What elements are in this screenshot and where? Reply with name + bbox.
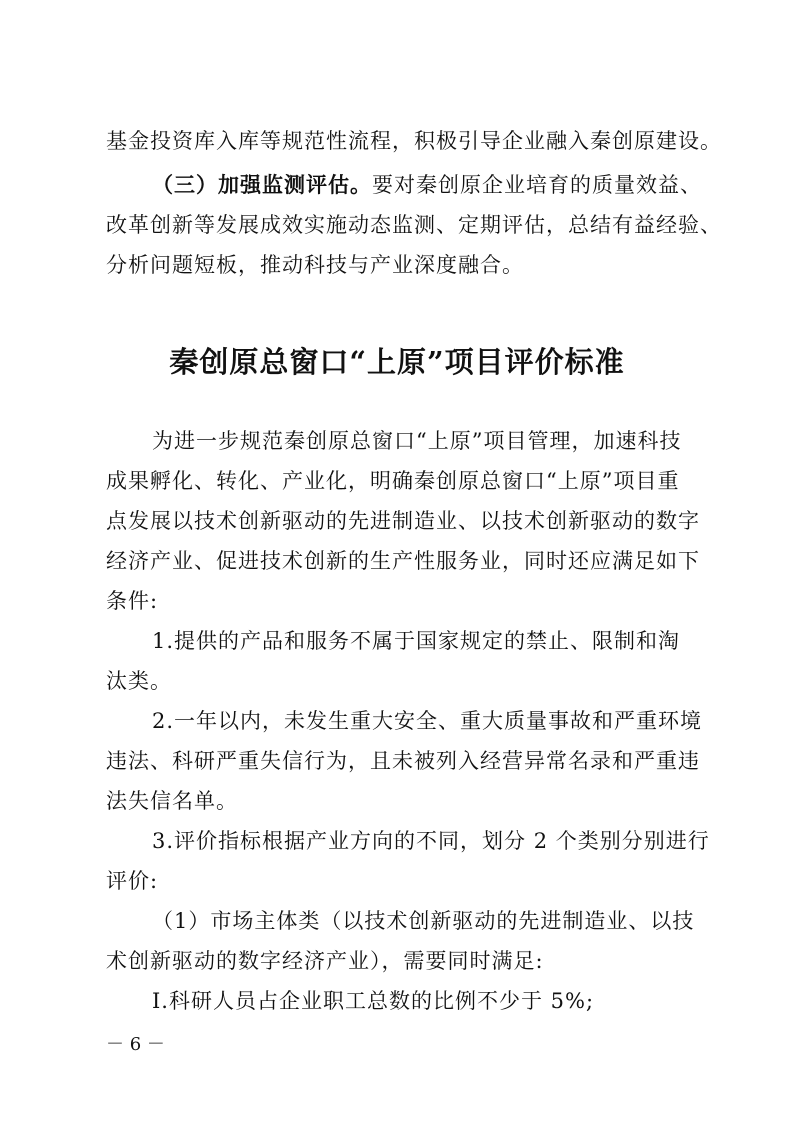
paragraph-line: 经济产业、促进技术创新的生产性服务业，同时还应满足如下 <box>106 549 700 573</box>
document-title: 秦创原总窗口“上原”项目评价标准 <box>169 345 625 379</box>
condition-item-1: 1.提供的产品和服务不属于国家规定的禁止、限制和淘 <box>152 629 681 653</box>
paragraph-line: 违法、科研严重失信行为，且未被列入经营异常名录和严重违 <box>106 749 700 773</box>
condition-item-2: 2.一年以内，未发生重大安全、重大质量事故和严重环境 <box>152 709 703 733</box>
paragraph-line: 改革创新等发展成效实施动态监测、定期评估，总结有益经验、 <box>106 213 722 237</box>
paragraph-text: 要对秦创原企业培育的质量效益、 <box>372 173 702 197</box>
paragraph-line: 术创新驱动的数字经济产业），需要同时满足: <box>106 949 544 973</box>
sub-item-1: （1）市场主体类（以技术创新驱动的先进制造业、以技 <box>152 909 695 933</box>
paragraph-line: 分析问题短板，推动科技与产业深度融合。 <box>106 253 524 277</box>
paragraph-line: 点发展以技术创新驱动的先进制造业、以技术创新驱动的数字 <box>106 509 700 533</box>
paragraph-line: 成果孵化、转化、产业化，明确秦创原总窗口“上原”项目重 <box>106 469 680 493</box>
criterion-item-1: I.科研人员占企业职工总数的比例不少于 5%; <box>152 989 595 1013</box>
condition-item-3: 3.评价指标根据产业方向的不同，划分 2 个类别分别进行 <box>152 829 710 853</box>
section-heading: （三）加强监测评估。 <box>152 172 372 197</box>
paragraph-line: 条件: <box>106 589 159 613</box>
paragraph-line: 为进一步规范秦创原总窗口“上原”项目管理，加速科技 <box>152 429 682 453</box>
paragraph-line: 汰类。 <box>106 669 172 693</box>
paragraph-line: 法失信名单。 <box>106 789 238 813</box>
paragraph-line: 评价: <box>106 869 159 893</box>
paragraph-line: 基金投资库入库等规范性流程，积极引导企业融入秦创原建设。 <box>106 129 722 153</box>
section-item-3 <box>152 172 702 198</box>
page-number: － 6 － <box>106 1034 165 1055</box>
